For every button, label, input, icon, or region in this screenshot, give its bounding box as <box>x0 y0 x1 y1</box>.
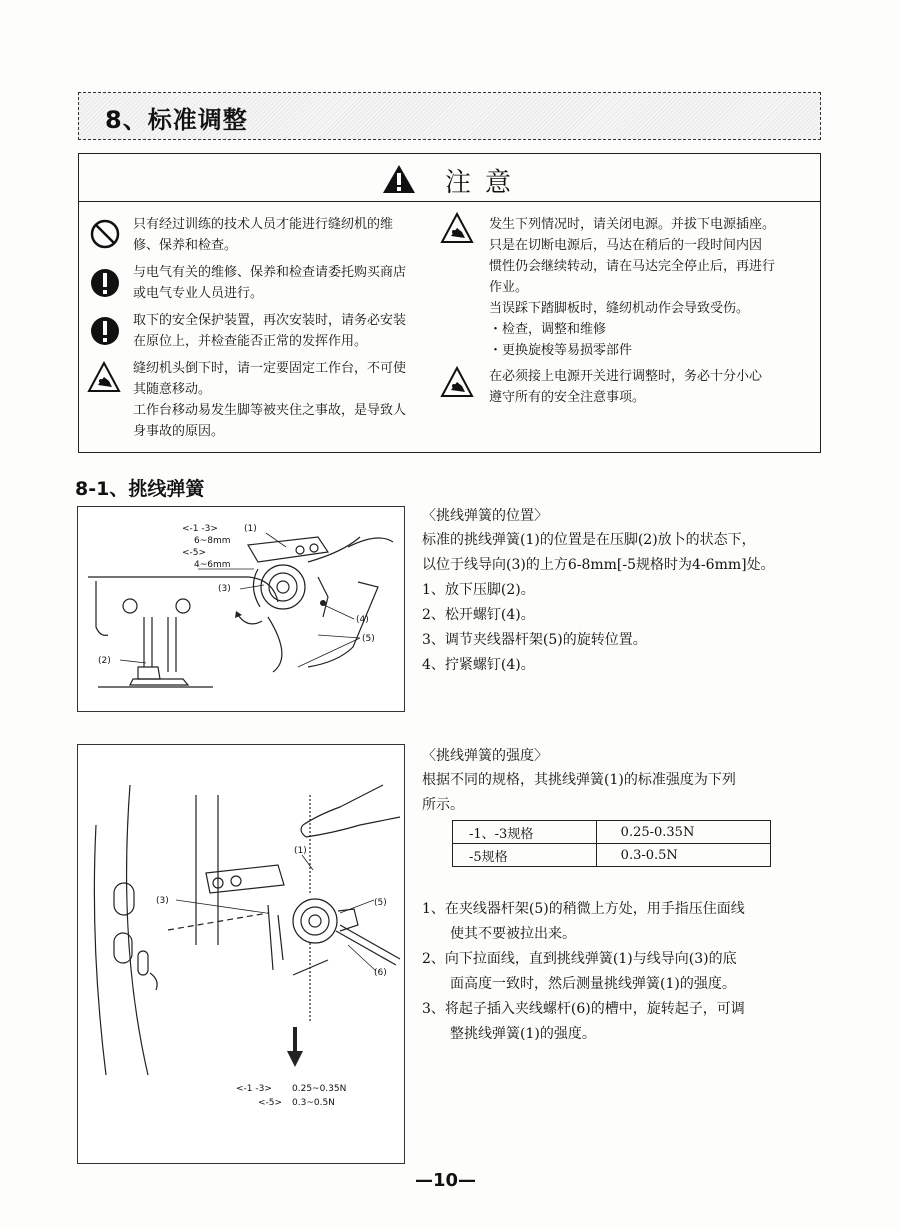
prohibited-icon <box>89 218 121 250</box>
figure-spring-position <box>77 506 405 712</box>
step-3: 3、将起子插入夹线螺杆(6)的槽中，旋转起子，可调 <box>422 1001 745 1017</box>
table-row <box>453 844 771 867</box>
spring-position-illustration <box>78 507 404 711</box>
strength-intro: 根据不同的规格，其挑线弹簧(1)的标准强度为下列 所示。 <box>422 772 736 813</box>
position-text: 标准的挑线弹簧(1)的位置是在压脚(2)放卜的状态下， 以位于线导向(3)的上方6-8mm[-5规格时为4-6mm]处。 1、放下压脚(2)。 2、松开螺钉(4)。 3、调节夹线器杆架(5)的旋转位置。 4、拧紧螺钉(4)。 <box>422 532 775 673</box>
range-label-1-3: 6~8mm <box>194 536 231 546</box>
position-heading: 〈挑线弹簧的位置〉 <box>422 508 548 524</box>
section-title: 8、标准调整 <box>105 106 248 134</box>
value-cell: 0.25-0.35N <box>596 821 770 844</box>
callout-2: (2) <box>98 656 111 666</box>
callout-1: (1) <box>244 524 257 534</box>
callout-1: (1) <box>294 846 307 856</box>
callout-5: (5) <box>374 898 387 908</box>
strength-spec-table <box>452 820 771 867</box>
caution-item-electrical: 与电气有关的维修、保养和检查请委托购买商店 或电气专业人员进行。 <box>133 265 407 301</box>
page-number: —10— <box>415 1170 477 1191</box>
callout-3: (3) <box>218 584 231 594</box>
spec-label-5: <-5> <box>182 548 207 558</box>
pinch-warning-icon <box>440 366 474 398</box>
caution-box <box>78 153 821 453</box>
spec-label-1-3: <-1 -3> <box>236 1084 272 1094</box>
caution-header <box>79 154 820 202</box>
callout-4: (4) <box>356 615 369 625</box>
step-2: 2、向下拉面线，直到挑线弹簧(1)与线导向(3)的底 <box>422 951 737 967</box>
caution-item-tilt-head: 缝纫机头倒下时，请一定要固定工作台，不可使 其随意移动。 工作台移动易发生脚等被夹住之事故，是导致人 身事故的原因。 <box>133 361 407 439</box>
spec-cell: -5规格 <box>453 844 597 867</box>
step-1: 1、在夹线器杆架(5)的稍微上方处，用手指压住面线 <box>422 901 745 917</box>
spring-strength-illustration <box>78 745 404 1163</box>
spec-label-1-3: <-1 -3> <box>182 524 218 534</box>
caution-item-power-on-adjust: 在必须接上电源开关进行调整时，务必十分小心 遵守所有的安全注意事项。 <box>489 369 763 405</box>
strength-steps: 1、在夹线器杆架(5)的稍微上方处，用手指压住面线 使其不要被拉出来。 2、向下拉面线，直到挑线弹簧(1)与线导向(3)的底 面高度一致时，然后测量挑线弹簧(1)的强度。 3、将起子插入夹线螺杆(6)的槽中，旋转起子，可调 整挑线弹簧(1)的强度。 <box>422 897 745 1047</box>
strength-value-5: 0.3~0.5N <box>292 1098 335 1108</box>
caution-item-safety-guard: 取下的安全保护装置，再次安装时，请务必安装 在原位上，并检查能否正常的发挥作用。 <box>133 313 407 349</box>
pinch-warning-icon <box>87 361 121 393</box>
range-label-5: 4~6mm <box>194 560 231 570</box>
pinch-warning-icon <box>440 212 474 244</box>
strength-heading: 〈挑线弹簧的强度〉 <box>422 748 548 764</box>
warning-triangle-icon <box>382 164 416 194</box>
subsection-title: 8-1、挑线弹簧 <box>75 478 205 500</box>
section-header <box>78 92 821 140</box>
spec-label-5: <-5> <box>258 1098 283 1108</box>
caution-item-power-off: 发生下列情况时，请关闭电源。并拔下电源插座。 只是在切断电源后，马达在稍后的一段时间内因 惯性仍会继续转动，请在马达完全停止后，再进行 作业。 当误踩下踏脚板时，缝纫机动作会导致受伤。 ・检查，调整和维修 ・更换旋梭等易损零部件 <box>489 217 776 358</box>
spec-cell: -1、-3规格 <box>453 821 597 844</box>
value-cell: 0.3-0.5N <box>596 844 770 867</box>
caution-title: 注意 <box>445 168 526 198</box>
caution-item-technician: 只有经过训练的技术人员才能进行缝纫机的维 修、保养和检查。 <box>133 217 394 253</box>
mandatory-icon <box>89 266 121 300</box>
callout-3: (3) <box>156 896 169 906</box>
callout-5: (5) <box>362 634 375 644</box>
table-row <box>453 821 771 844</box>
figure-spring-strength <box>77 744 405 1164</box>
strength-value-1-3: 0.25~0.35N <box>292 1084 347 1094</box>
callout-6: (6) <box>374 968 387 978</box>
mandatory-icon <box>89 314 121 348</box>
